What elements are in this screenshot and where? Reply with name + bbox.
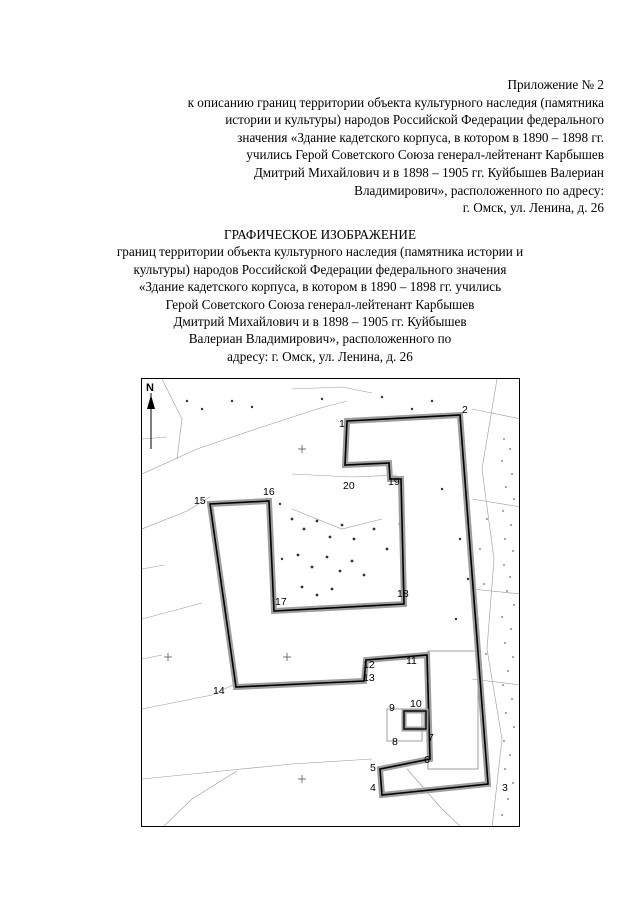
point-label: 16 <box>263 486 275 498</box>
point-label: 4 <box>370 782 376 794</box>
heading-line: Дмитрий Михайлович и в 1898 – 1905 гг. Куйбышев <box>173 314 467 330</box>
point-label: 5 <box>370 762 376 774</box>
point-label: 14 <box>213 685 225 697</box>
appendix-line: истории и культуры) народов Российской Федерации федерального <box>225 112 604 128</box>
heading-line: Герой Советского Союза генерал-лейтенант Карбышев <box>165 296 475 312</box>
heading-line: Валериан Владимирович», расположенного по <box>188 331 452 347</box>
boundary-map <box>141 378 520 827</box>
tree-markers <box>186 396 469 620</box>
point-label: 17 <box>275 596 287 608</box>
map-canvas <box>142 379 520 827</box>
north-label: N <box>146 382 154 394</box>
point-label: 10 <box>410 698 422 710</box>
document-heading <box>95 226 545 365</box>
point-label: 8 <box>392 736 398 748</box>
point-label: 3 <box>502 782 508 794</box>
stipple-area <box>477 438 515 816</box>
heading-line: культуры) народов Российской Федерации федерального значения <box>133 261 507 277</box>
point-label: 19 <box>388 476 400 488</box>
point-label: 6 <box>424 754 430 766</box>
point-label: 15 <box>194 495 206 507</box>
point-label: 13 <box>363 672 375 684</box>
appendix-line: к описанию границ территории объекта культурного наследия (памятника <box>187 94 604 110</box>
heading-line: адресу: г. Омск, ул. Ленина, д. 26 <box>227 348 413 364</box>
point-label: 12 <box>363 659 375 671</box>
appendix-line: г. Омск, ул. Ленина, д. 26 <box>462 200 604 216</box>
grid-crosses <box>164 445 306 783</box>
north-arrow-icon <box>146 382 155 449</box>
point-label: 2 <box>462 404 468 416</box>
territory-boundary <box>210 415 488 795</box>
point-label: 7 <box>428 732 434 744</box>
point-label: 18 <box>397 588 409 600</box>
appendix-block <box>104 76 604 217</box>
point-label: 9 <box>389 702 395 714</box>
heading-line: границ территории объекта культурного наследия (памятника истории и <box>116 244 524 260</box>
appendix-line: Владимирович», расположенного по адресу: <box>354 182 604 198</box>
point-label: 1 <box>339 418 345 430</box>
appendix-line: учились Герой Советского Союза генерал-лейтенант Карбышев <box>246 147 604 163</box>
heading-line: «Здание кадетского корпуса, в котором в 1890 – 1898 гг. учились <box>138 279 502 295</box>
document-title: ГРАФИЧЕСКОЕ ИЗОБРАЖЕНИЕ <box>223 227 417 242</box>
appendix-line: Приложение № 2 <box>507 77 604 92</box>
point-label: 11 <box>406 655 417 667</box>
appendix-line: Дмитрий Михайлович и в 1898 – 1905 гг. Куйбышев Валериан <box>253 164 604 180</box>
point-label: 20 <box>343 480 355 492</box>
appendix-line: значения «Здание кадетского корпуса, в котором в 1890 – 1898 гг. <box>237 129 604 145</box>
